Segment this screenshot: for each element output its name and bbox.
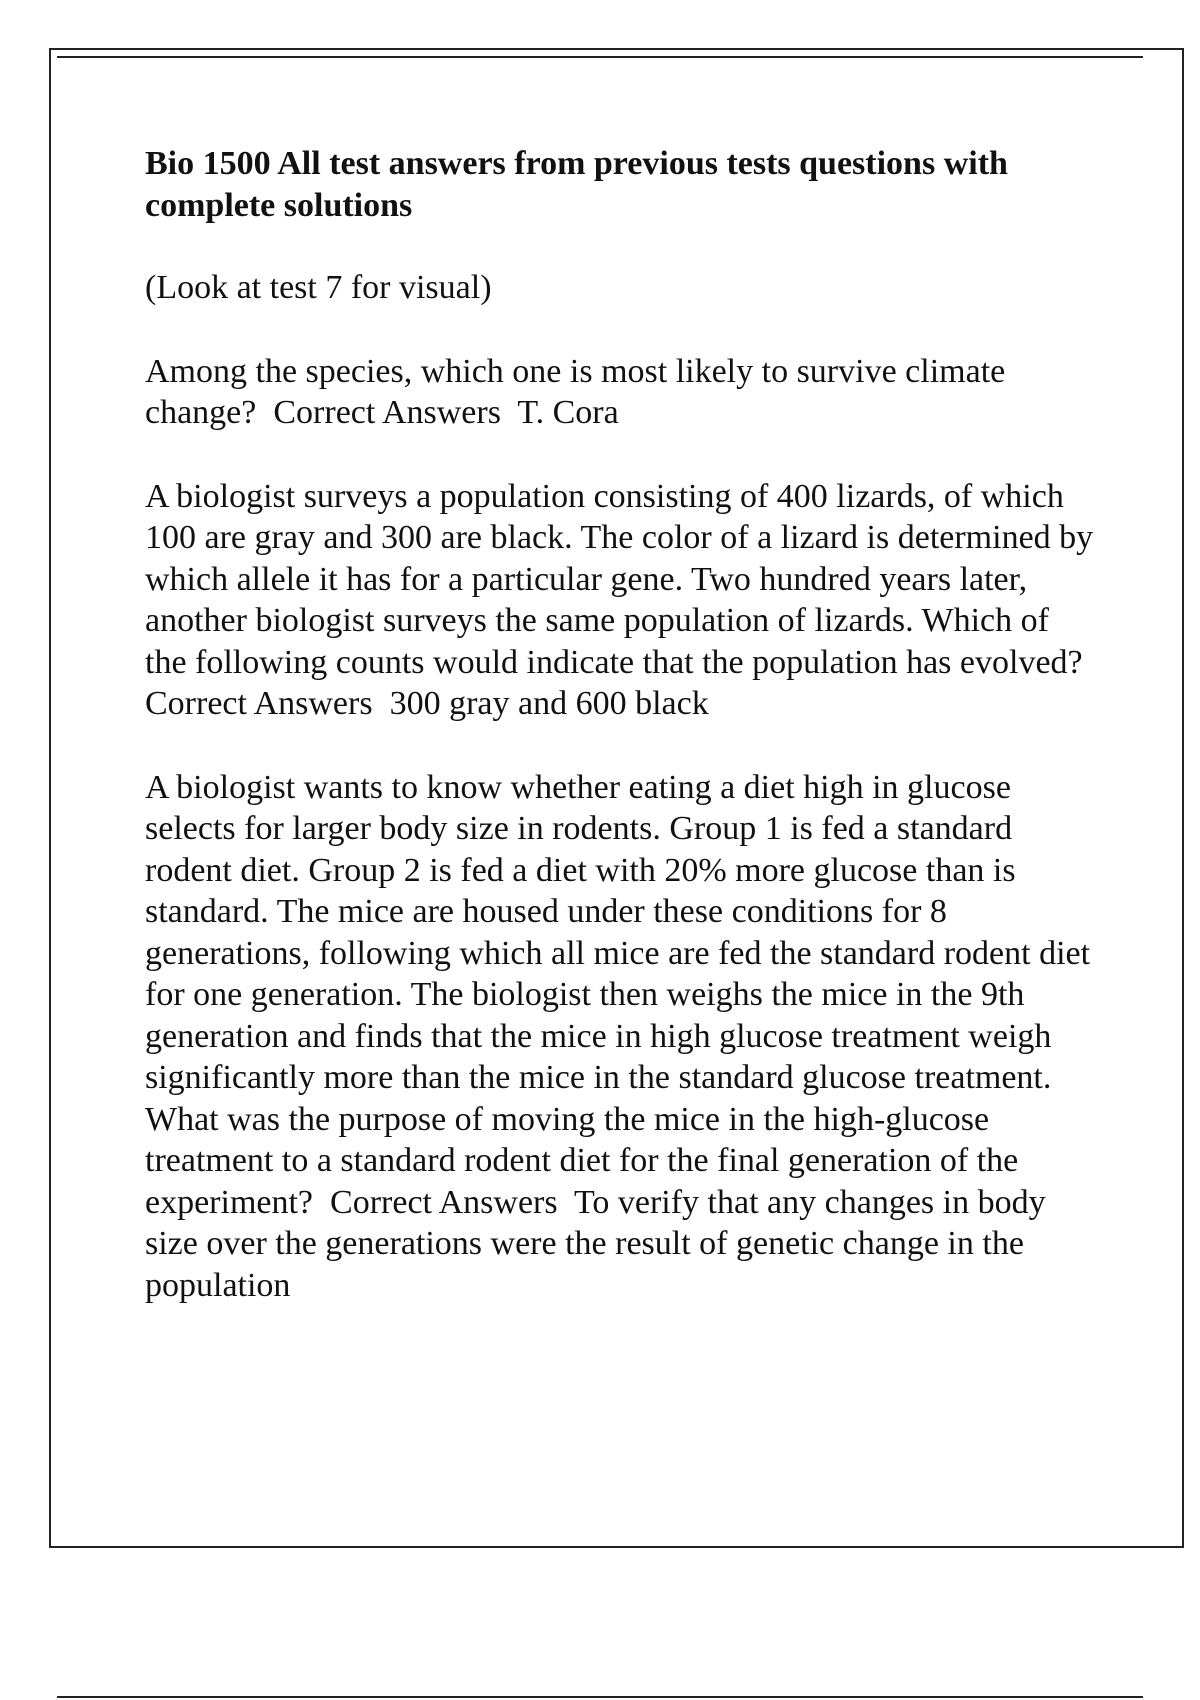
question-text: A biologist wants to know whether eating a diet high in glucose selects for larger body size in rodents. Group 1 is fed a standard rodent diet. Group 2 is fed a diet with 20% more glucose than is standard. The mice are housed under these conditions for 8 generations, following which all mice are fed the standard rodent diet for one generation. The biologist then weighs the mice in the 9th generation and finds that the mice in high glucose treatment weigh significantly more than the mice in the standard glucose treatment. What was the purpose of moving the mice in the high-glucose treatment to a standard rodent diet for the final generation of the experiment? xyxy=(145,768,1091,1221)
document-body xyxy=(145,143,1095,1348)
answer-text: 300 gray and 600 black xyxy=(389,685,709,722)
visual-note: (Look at test 7 for visual) xyxy=(145,269,492,306)
qa-item-2 xyxy=(145,476,1095,725)
qa-item-1 xyxy=(145,351,1095,434)
footer-rule xyxy=(57,1696,1143,1698)
qa-item-3 xyxy=(145,767,1095,1307)
answer-label: Correct Answers xyxy=(273,394,501,431)
header-rule xyxy=(57,56,1143,58)
question-text: Among the species, which one is most likely to survive climate change? xyxy=(145,352,1006,431)
answer-label: Correct Answers xyxy=(330,1183,558,1221)
answer-label: Correct Answers xyxy=(145,685,373,722)
answer-text: To verify that any changes in body size over the generations were the result of genetic change in the population xyxy=(145,1183,1046,1304)
document-title: Bio 1500 All test answers from previous tests questions with complete solutions xyxy=(145,145,1008,224)
question-text: A biologist surveys a population consisting of 400 lizards, of which 100 are gray and 300 are black. The color of a lizard is determined by which allele it has for a particular gene. Two hundred years later, another biologist surveys the same population of lizards. Which of the following counts would indicate that the population has evolved? xyxy=(145,477,1094,681)
answer-text: T. Cora xyxy=(517,394,619,431)
